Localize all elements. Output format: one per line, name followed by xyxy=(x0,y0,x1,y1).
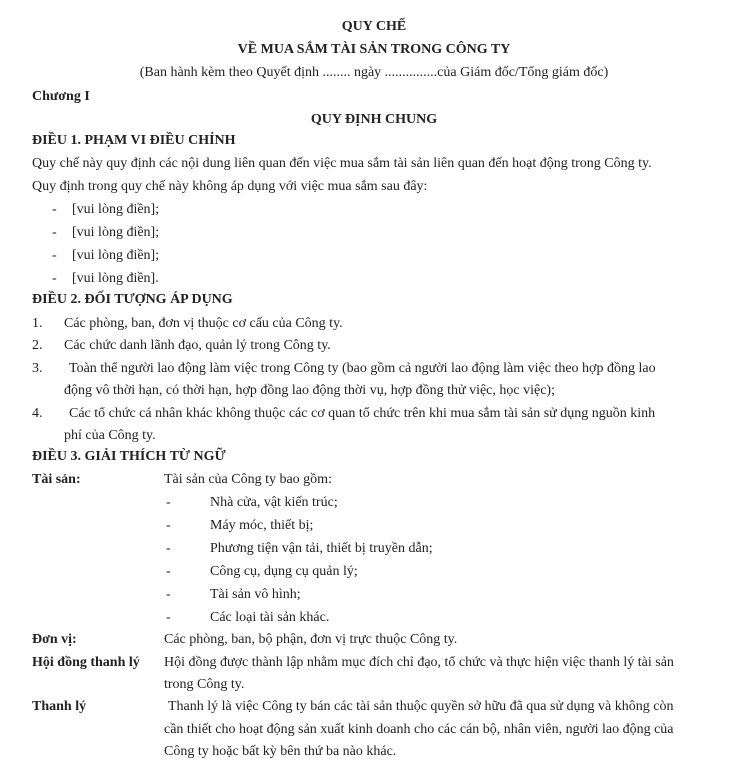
list-dash: - xyxy=(166,541,171,556)
definition-text: Tài sản của Công ty bao gồm: xyxy=(164,472,332,487)
definition-term: Hội đồng thanh lý xyxy=(32,655,140,670)
document-subtitle: VỀ MUA SẮM TÀI SẢN TRONG CÔNG TY xyxy=(237,42,511,57)
list-dash: - xyxy=(166,495,171,510)
list-item: Công cụ, dụng cụ quản lý; xyxy=(210,564,358,579)
list-dash: - xyxy=(166,587,171,602)
definition-text: Thanh lý là việc Công ty bán các tài sản thuộc quyền sở hữu đã qua sử dụng và không còn xyxy=(168,699,674,714)
list-item: [vui lòng điền]; xyxy=(72,248,160,263)
list-number: 1. xyxy=(32,316,43,331)
issuance-note: (Ban hành kèm theo Quyết định ........ ngày ...............của Giám đốc/Tổng giám đốc) xyxy=(139,65,609,80)
definition-term: Thanh lý xyxy=(32,699,87,714)
definition-text: Các phòng, ban, bộ phận, đơn vị trực thuộc Công ty. xyxy=(164,632,458,647)
list-item: Phương tiện vận tải, thiết bị truyền dẫn; xyxy=(210,541,433,556)
list-item: Các tổ chức cá nhân khác không thuộc các cơ quan tổ chức trên khi mua sắm tài sản sử dụng nguồn kinh xyxy=(69,406,656,421)
list-number: 3. xyxy=(32,361,43,376)
chapter-label: Chương I xyxy=(32,89,90,104)
list-item-continuation: phí của Công ty. xyxy=(64,428,156,443)
list-item-continuation: động vô thời hạn, có thời hạn, hợp đồng lao động thời vụ, hợp đồng thử việc, học việc); xyxy=(64,383,555,398)
definition-text-continuation: cần thiết cho hoạt động sản xuất kinh doanh cho các cán bộ, nhân viên, người lao động của xyxy=(164,722,674,737)
list-item: Các phòng, ban, đơn vị thuộc cơ cấu của Công ty. xyxy=(64,316,343,331)
list-number: 2. xyxy=(32,338,43,353)
article-1-paragraph: Quy chế này quy định các nội dung liên quan đến việc mua sắm tài sản liên quan đến hoạt động trong Công ty. xyxy=(32,156,652,171)
article-1-paragraph: Quy định trong quy chế này không áp dụng với việc mua sắm sau đây: xyxy=(32,179,428,194)
document-title: QUY CHẾ xyxy=(341,19,407,34)
list-number: 4. xyxy=(32,406,43,421)
article-3-heading: ĐIỀU 3. GIẢI THÍCH TỪ NGỮ xyxy=(32,449,226,464)
definition-text-continuation: Công ty hoặc bất kỳ bên thứ ba nào khác. xyxy=(164,744,397,759)
list-item: Máy móc, thiết bị; xyxy=(210,518,314,533)
list-item: [vui lòng điền]; xyxy=(72,225,160,240)
list-dash: - xyxy=(52,202,57,217)
definition-term: Đơn vị: xyxy=(32,632,77,647)
list-dash: - xyxy=(166,564,171,579)
list-dash: - xyxy=(52,248,57,263)
list-item: Các loại tài sản khác. xyxy=(210,610,330,625)
list-item: [vui lòng điền]; xyxy=(72,202,160,217)
list-item: Tài sản vô hình; xyxy=(210,587,301,602)
definition-text-continuation: trong Công ty. xyxy=(164,677,245,692)
list-dash: - xyxy=(166,610,171,625)
definition-term: Tài sản: xyxy=(32,472,81,487)
list-item: Các chức danh lãnh đạo, quản lý trong Công ty. xyxy=(64,338,331,353)
list-dash: - xyxy=(166,518,171,533)
list-dash: - xyxy=(52,271,57,286)
list-item: Nhà cửa, vật kiến trúc; xyxy=(210,495,338,510)
article-1-heading: ĐIỀU 1. PHẠM VI ĐIỀU CHỈNH xyxy=(32,133,236,148)
chapter-title: QUY ĐỊNH CHUNG xyxy=(310,112,438,127)
article-2-heading: ĐIỀU 2. ĐỐI TƯỢNG ÁP DỤNG xyxy=(32,292,233,307)
definition-text: Hội đồng được thành lập nhằm mục đích chỉ đạo, tổ chức và thực hiện việc thanh lý tài sản xyxy=(164,655,674,670)
list-item: [vui lòng điền]. xyxy=(72,271,159,286)
list-dash: - xyxy=(52,225,57,240)
list-item: Toàn thể người lao động làm việc trong Công ty (bao gồm cả người lao động làm việc theo hợp đồng lao xyxy=(69,361,656,376)
